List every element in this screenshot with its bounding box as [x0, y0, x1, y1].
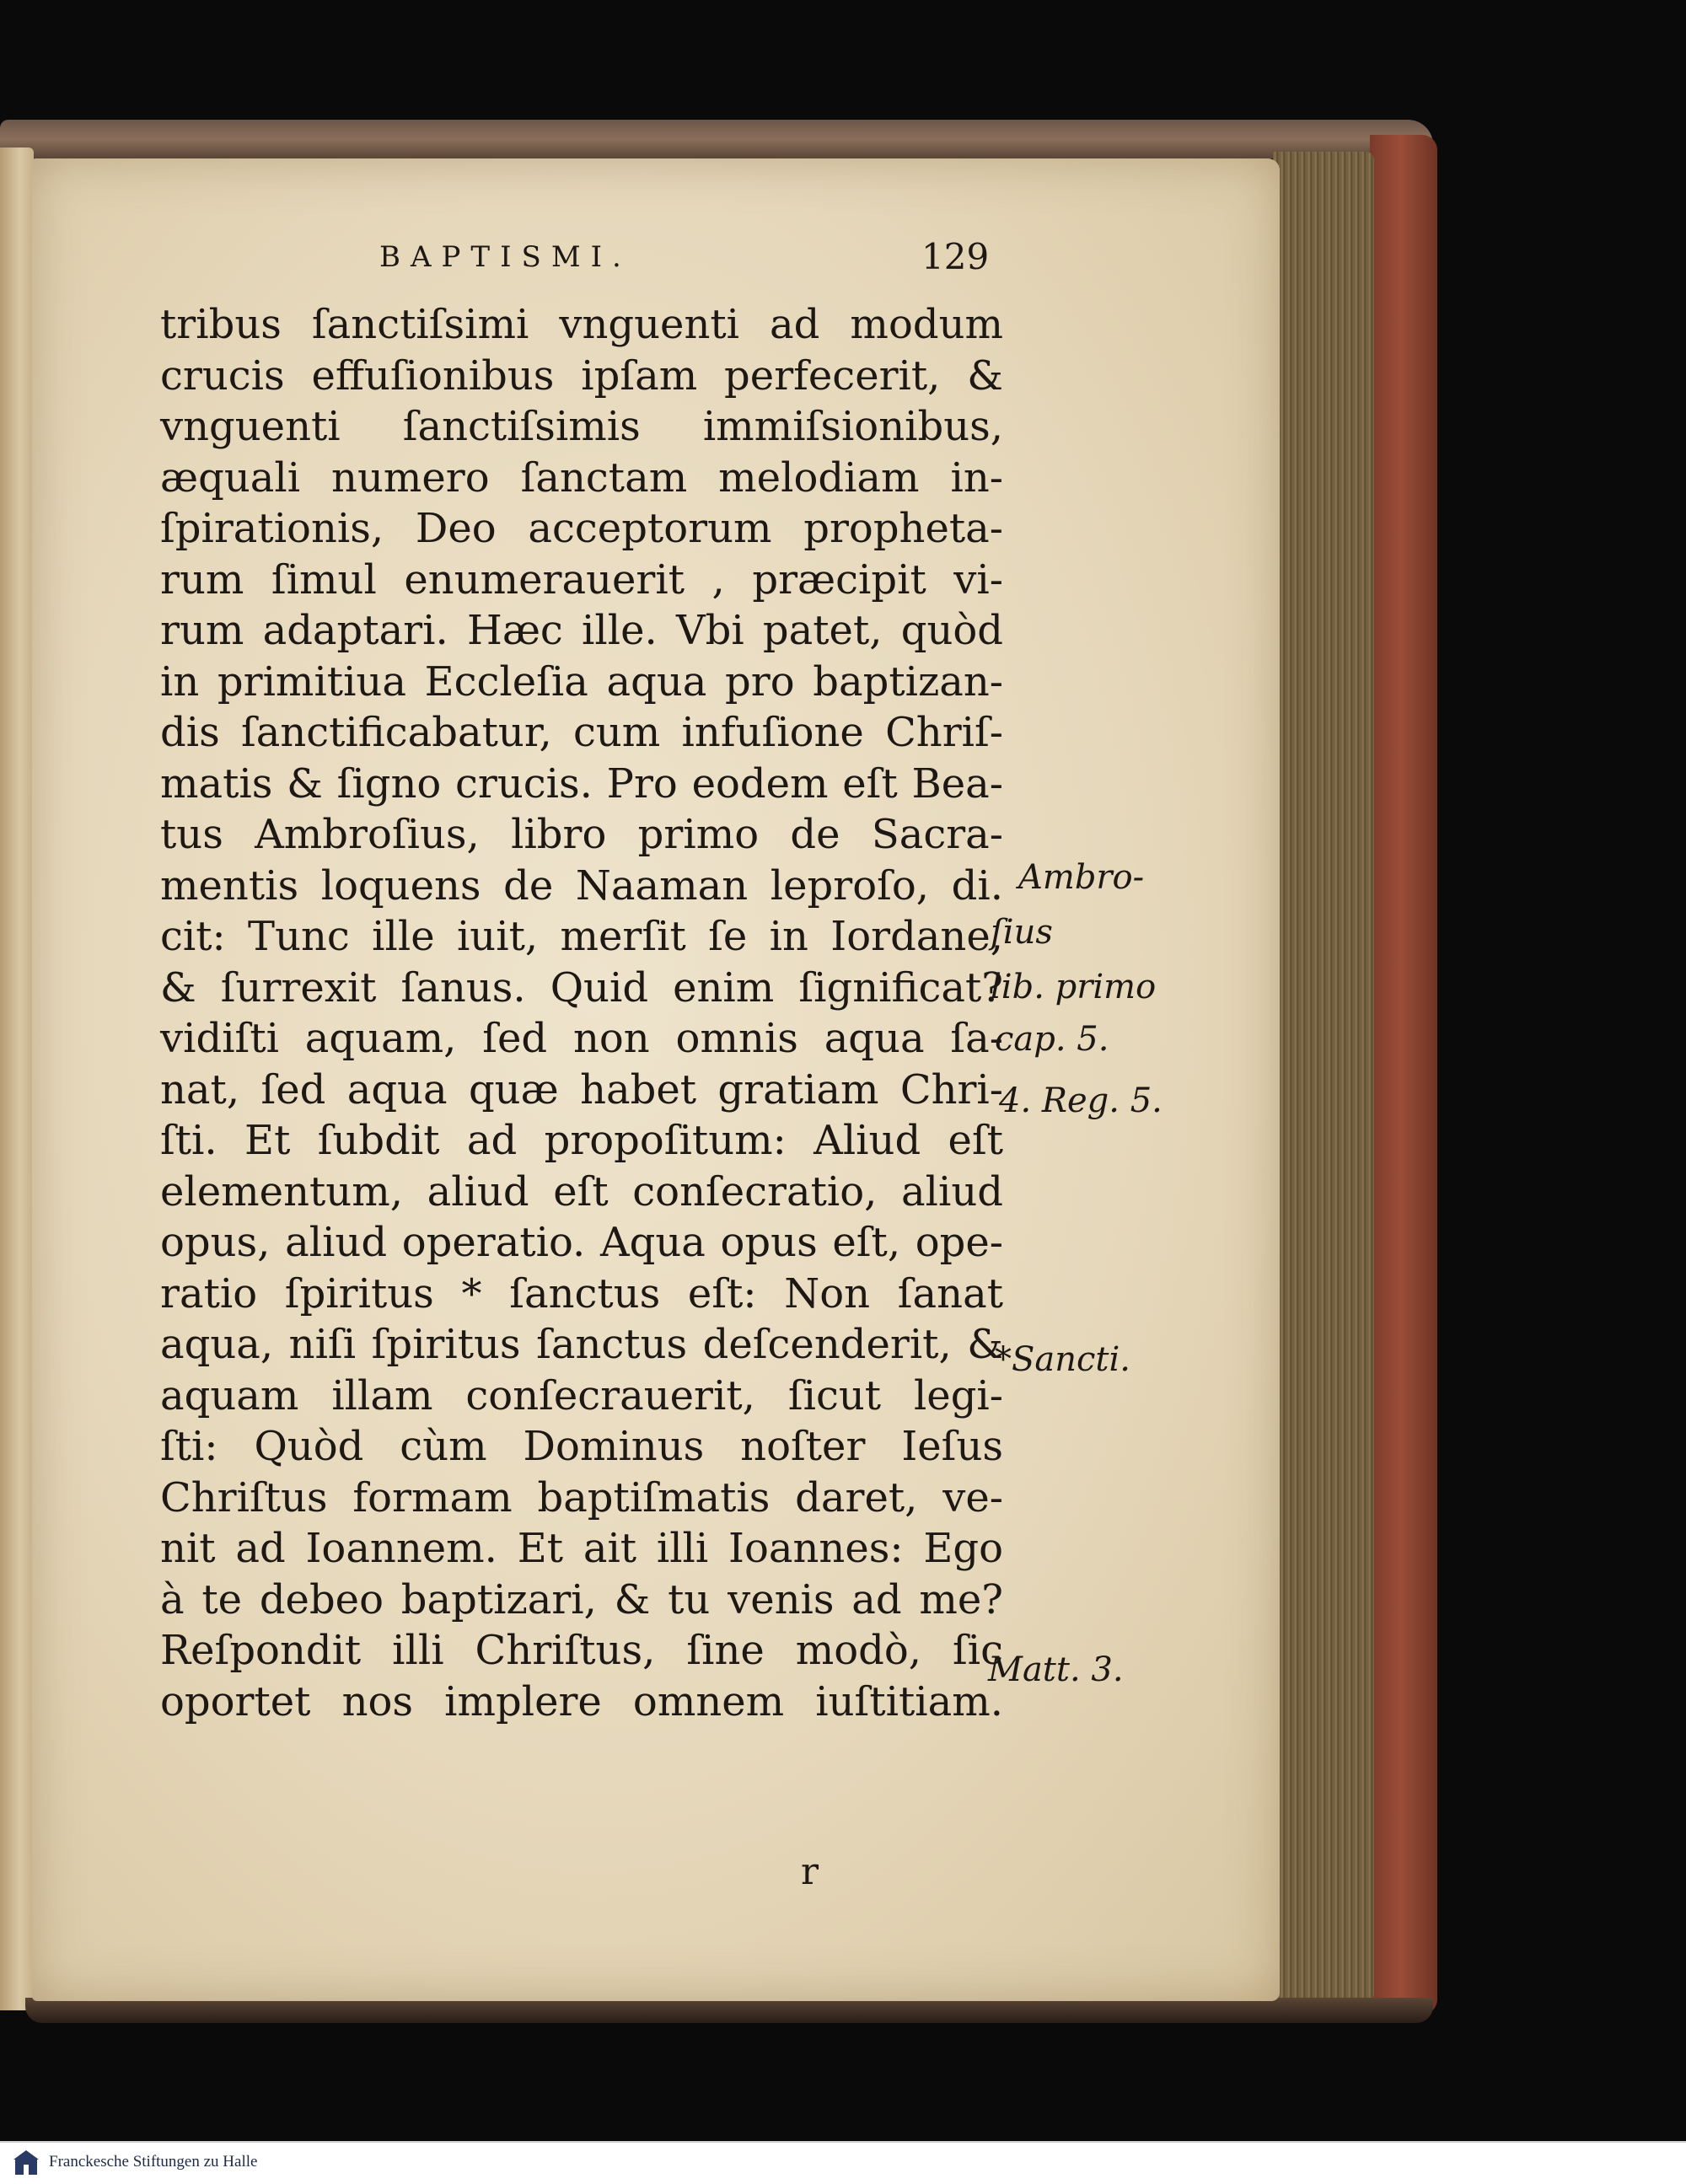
text-line: tribus ſanctiſsimi vnguenti ad modum [160, 301, 1003, 348]
text-line: opus, aliud operatio. Aqua opus eſt, ope- [160, 1219, 1003, 1266]
margin-note-ambrosius-4: cap. 5. [995, 1020, 1109, 1059]
margin-note-ambrosius-2: ſius [991, 913, 1053, 952]
text-line: aqua, niſi ſpiritus ſanctus deſcenderit, & [160, 1321, 1003, 1368]
margin-note-ambrosius-3: lib. primo [991, 968, 1157, 1006]
text-line: ſti. Et ſubdit ad propoſitum: Aliud eſt [160, 1117, 1003, 1164]
text-line: vnguenti ſanctiſsimis immiſsionibus, [160, 403, 1003, 450]
text-line: dis ſanctificabatur, cum infuſione Chriſ- [160, 709, 1003, 756]
text-line: tus Ambroſius, libro primo de Sacra- [160, 811, 1003, 858]
margin-note-ambrosius-1: Ambro- [1018, 858, 1145, 897]
signature-mark: r [801, 1850, 819, 1893]
margin-note-matt: Matt. 3. [988, 1650, 1124, 1689]
text-line: rum adaptari. Hæc ille. Vbi patet, quòd [160, 607, 1003, 654]
text-line: matis & ſigno crucis. Pro eodem eſt Bea- [160, 759, 1003, 808]
text-line: cit: Tunc ille iuit, merſit ſe in Iordane, [160, 913, 1003, 960]
text-line: crucis effuſionibus ipſam perfecerit, & [160, 351, 1003, 400]
text-line: rum ſimul enumerauerit , præcipit vi- [160, 555, 1003, 604]
page-fore-edge [1273, 152, 1374, 2002]
page-number: 129 [921, 236, 990, 277]
footer-bar [0, 2141, 1686, 2184]
leather-cover-edge [1370, 135, 1437, 2015]
text-line: Chriſtus formam baptiſmatis daret, ve- [160, 1473, 1003, 1521]
text-line: aquam illam conſecrauerit, ſicut legi- [160, 1371, 1003, 1419]
text-line: nit ad Ioannem. Et ait illi Ioannes: Ego [160, 1525, 1003, 1572]
text-line: nat, ſed aqua quæ habet gratiam Chri- [160, 1065, 1003, 1113]
binding-top-edge [0, 120, 1433, 158]
text-line: elementum, aliud eſt conſecratio, aliud [160, 1167, 1003, 1215]
margin-note-reg: 4. Reg. 5. [999, 1081, 1162, 1120]
binding-bottom-edge [25, 1998, 1433, 2023]
text-line: à te debeo baptizari, & tu venis ad me? [160, 1575, 1003, 1623]
text-line: in primitiua Eccleſia aqua pro baptizan- [160, 657, 1003, 706]
text-line: ſpirationis, Deo acceptorum propheta- [160, 505, 1003, 552]
institution-name: Franckesche Stiftungen zu Halle [49, 2153, 258, 2171]
body-text [160, 299, 1003, 1727]
institution-logo-icon [12, 2148, 40, 2178]
left-page-edge [0, 148, 34, 2010]
text-line: æquali numero ſanctam melodiam in- [160, 453, 1003, 502]
text-line: vidiſti aquam, ſed non omnis aqua ſa- [160, 1015, 1003, 1062]
text-line: mentis loquens de Naaman leproſo, di. [160, 861, 1003, 910]
text-line: oportet nos implere omnem iuſtitiam. [160, 1677, 1003, 1725]
text-line: ſti: Quòd cùm Dominus noſter Ieſus [160, 1423, 1003, 1470]
margin-note-sancti: *Sancti. [995, 1340, 1130, 1379]
text-line: Reſpondit illi Chriſtus, ſine modò, ſic [160, 1627, 1003, 1674]
text-line: & ſurrexit ſanus. Quid enim ſignificat? [160, 963, 1003, 1012]
text-line: ratio ſpiritus * ſanctus eſt: Non ſanat [160, 1269, 1003, 1317]
running-head: BAPTISMI. [379, 240, 631, 274]
